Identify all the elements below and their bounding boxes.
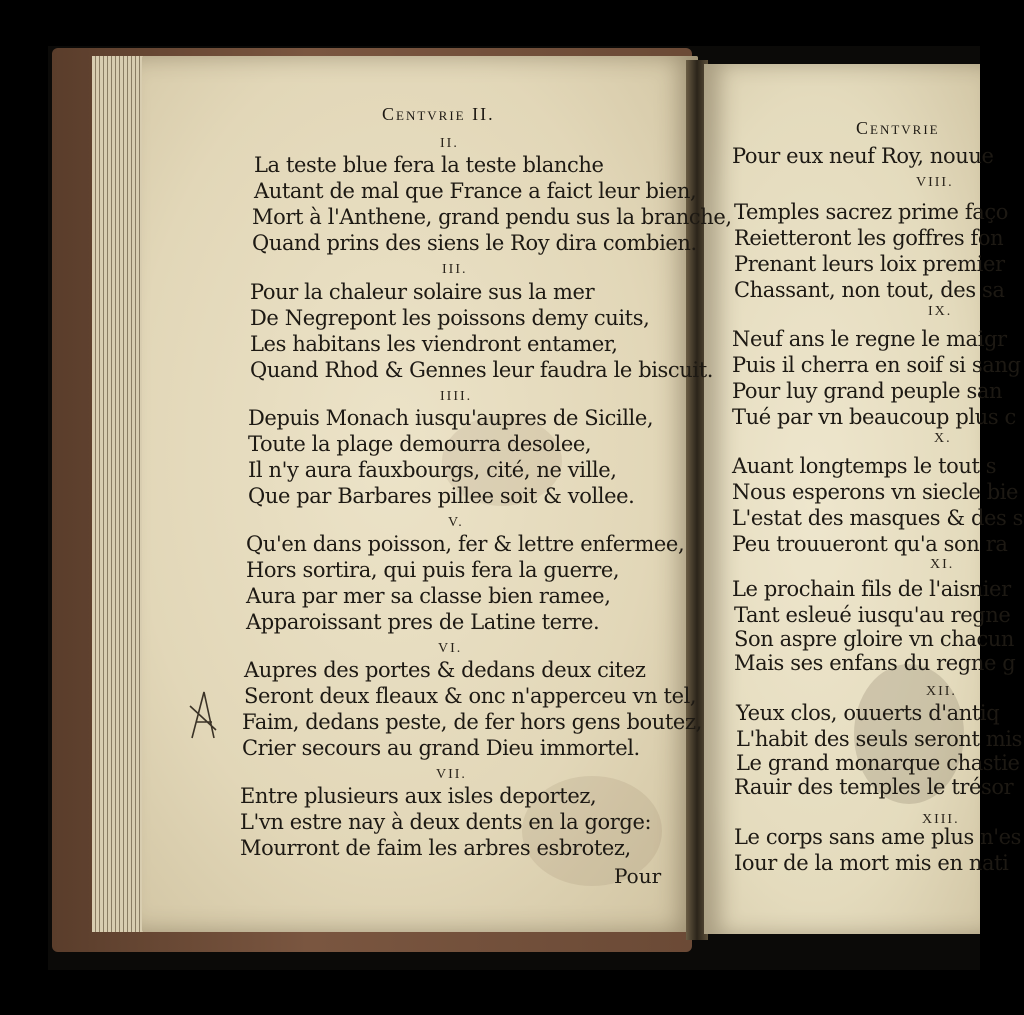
verse-line: Faim, dedans peste, de fer hors gens boutez,	[242, 710, 702, 734]
verse-line: L'estat des masques & des s	[732, 506, 1024, 530]
verse-line: Mourront de faim les arbres esbrotez,	[240, 836, 631, 860]
verse-line: Tant esleué iusqu'au regne	[734, 603, 1011, 627]
verse-line: Mais ses enfans du regne g	[734, 651, 1016, 675]
verse-line: Apparoissant pres de Latine terre.	[246, 610, 600, 634]
verse-line: Il n'y aura fauxbourgs, cité, ne ville,	[248, 458, 617, 482]
stanza-number: II.	[440, 136, 459, 151]
verse-line: Pour la chaleur solaire sus la mer	[250, 280, 595, 304]
verse-line: Aupres des portes & dedans deux citez	[244, 658, 646, 682]
verse-line: Prenant leurs loix premier	[734, 252, 1005, 276]
verse-line: Tué par vn beaucoup plus c	[732, 405, 1016, 429]
verse-line: Pour eux neuf Roy, nouue	[732, 144, 994, 168]
verse-line: Le grand monarque chastie	[736, 751, 1020, 775]
verse-line: Le corps sans ame plus n'es	[734, 825, 1022, 849]
verse-line: Yeux clos, ouuerts d'antiq	[736, 701, 1000, 725]
stanza-number: VII.	[436, 767, 467, 782]
verse-line: Aura par mer sa classe bien ramee,	[246, 584, 611, 608]
verse-line: Pour luy grand peuple san	[732, 379, 1003, 403]
verse-line: Nous esperons vn siecle bie	[732, 480, 1019, 504]
verse-line: Crier secours au grand Dieu immortel.	[242, 736, 640, 760]
verse-line: Mort à l'Anthene, grand pendu sus la branche,	[252, 205, 732, 229]
stanza-number: V.	[448, 515, 464, 530]
stanza-number: X.	[934, 431, 952, 446]
stanza-number: IIII.	[440, 389, 473, 404]
verse-line: Rauir des temples le trésor	[734, 775, 1014, 799]
verse-line: Iour de la mort mis en nati	[734, 851, 1009, 875]
verse-line: Hors sortira, qui puis fera la guerre,	[246, 558, 620, 582]
verse-line: Quand prins des siens le Roy dira combien.	[252, 231, 697, 255]
verse-line: Auant longtemps le tout s	[732, 454, 997, 478]
right-page-header: Centvrie	[856, 118, 940, 138]
verse-line: Le prochain fils de l'aisnier	[732, 577, 1011, 601]
verse-line: Reietteront les goffres fon	[734, 226, 1004, 250]
handwritten-mark-icon	[186, 686, 220, 742]
verse-line: Autant de mal que France a faict leur bien,	[254, 179, 697, 203]
verse-line: Temples sacrez prime faço	[734, 200, 1008, 224]
stanza-number: XII.	[926, 684, 957, 699]
verse-line: La teste blue fera la teste blanche	[254, 153, 604, 177]
verse-line: Puis il cherra en soif si sang	[732, 353, 1021, 377]
stanza-number: VIII.	[916, 175, 954, 190]
stanza-number: IX.	[928, 304, 953, 319]
verse-line: Qu'en dans poisson, fer & lettre enfermee,	[246, 532, 685, 556]
stanza-number: XIII.	[922, 812, 960, 827]
right-page-text	[704, 64, 1024, 934]
verse-line: L'habit des seuls seront mis	[736, 727, 1022, 751]
verse-line: Entre plusieurs aux isles deportez,	[240, 784, 597, 808]
left-page-header: Centvrie II.	[382, 104, 495, 124]
verse-line: Chassant, non tout, des sa	[734, 278, 1005, 302]
verse-line: Son aspre gloire vn chacun	[734, 627, 1015, 651]
verse-line: Peu trouueront qu'a son ra	[732, 532, 1008, 556]
verse-line: L'vn estre nay à deux dents en la gorge:	[240, 810, 652, 834]
stanza-number: XI.	[930, 557, 955, 572]
verse-line: Quand Rhod & Gennes leur faudra le biscuit.	[250, 358, 714, 382]
verse-line: Seront deux fleaux & onc n'apperceu vn tel,	[244, 684, 697, 708]
verse-line: De Negrepont les poissons demy cuits,	[250, 306, 650, 330]
verse-line: Toute la plage demourra desolee,	[248, 432, 592, 456]
verse-line: Depuis Monach iusqu'aupres de Sicille,	[248, 406, 654, 430]
verse-line: Que par Barbares pillee soit & vollee.	[248, 484, 635, 508]
verse-line: Les habitans les viendront entamer,	[250, 332, 618, 356]
stanza-number: VI.	[438, 641, 463, 656]
catchword: Pour	[614, 864, 662, 888]
stanza-number: III.	[442, 262, 468, 277]
verse-line: Neuf ans le regne le maigr	[732, 327, 1007, 351]
